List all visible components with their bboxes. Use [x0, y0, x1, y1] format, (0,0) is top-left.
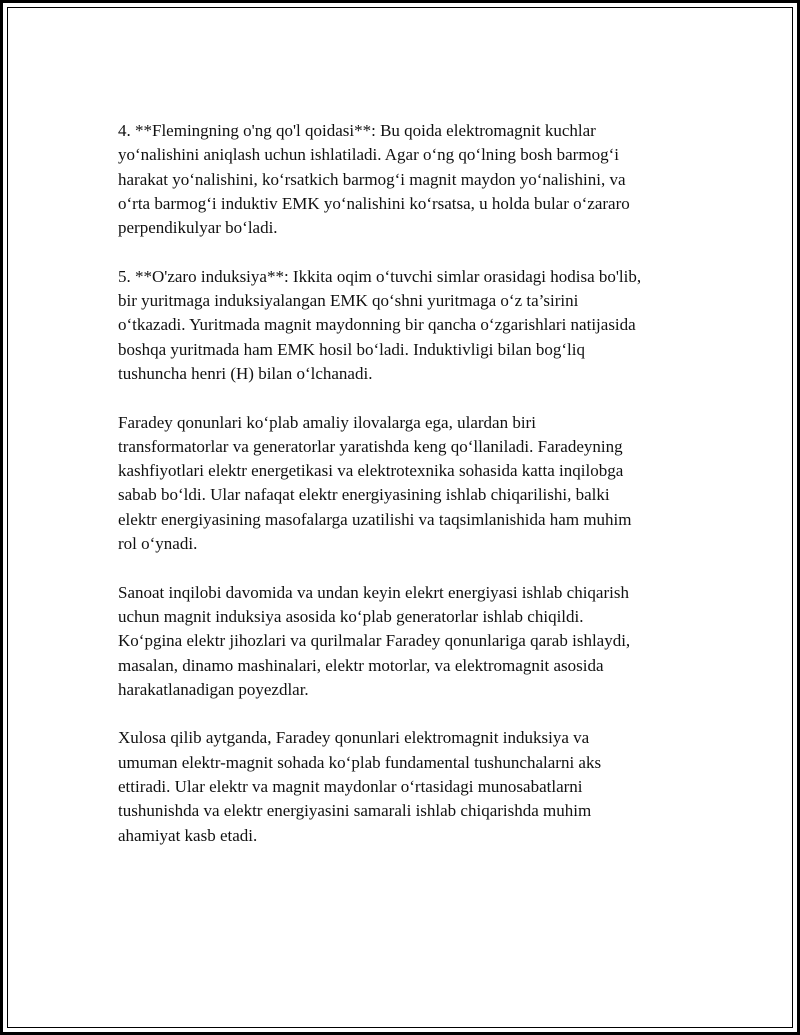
text-line: rol o‘ynadi.: [118, 534, 198, 554]
paragraph-applications: [118, 411, 698, 557]
text-line: o‘tkazadi. Yuritmada magnit maydonning bir qancha o‘zgarishlari natijasida: [118, 315, 636, 335]
document-body: [118, 119, 698, 872]
text-line: perpendikulyar bo‘ladi.: [118, 218, 278, 238]
text-line: harakat yo‘nalishini, ko‘rsatkich barmog‘i magnit maydon yo‘nalishini, va: [118, 169, 626, 189]
text-line: yo‘nalishini aniqlash uchun ishlatiladi. Agar o‘ng qo‘lning bosh barmog‘i: [118, 145, 619, 165]
text-line: ahamiyat kasb etadi.: [118, 825, 258, 845]
paragraph-fleming-rule: [118, 119, 698, 240]
text-line: boshqa yuritmada ham EMK hosil bo‘ladi. Induktivligi bilan bog‘liq: [118, 339, 585, 359]
text-line: bir yuritmaga induksiyalangan EMK qo‘shni yuritmaga o‘z ta’sirini: [118, 291, 579, 311]
text-line: harakatlanadigan poyezdlar.: [118, 679, 309, 699]
text-line: elektr energiyasining masofalarga uzatilishi va taqsimlanishida ham muhim: [118, 509, 632, 529]
text-line: masalan, dinamo mashinalari, elektr motorlar, va elektromagnit asosida: [118, 655, 604, 675]
text-line: sabab bo‘ldi. Ular nafaqat elektr energiyasining ishlab chiqarilishi, balki: [118, 485, 610, 505]
text-line: tushunishda va elektr energiyasini samarali ishlab chiqarishda muhim: [118, 801, 592, 821]
text-line: 4. **Flemingning o'ng qo'l qoidasi**: Bu qoida elektromagnit kuchlar: [118, 121, 596, 140]
text-line: transformatorlar va generatorlar yaratishda keng qo‘llaniladi. Faradeyning: [118, 436, 623, 456]
text-line: uchun magnit induksiya asosida ko‘plab generatorlar ishlab chiqildi.: [118, 606, 584, 626]
text-line: Sanoat inqilobi davomida va undan keyin elekrt energiyasi ishlab chiqarish: [118, 582, 629, 602]
text-line: Faradey qonunlari ko‘plab amaliy ilovalarga ega, ulardan biri: [118, 412, 536, 432]
paragraph-conclusion: [118, 726, 698, 847]
text-line: umuman elektr-magnit sohada ko‘plab fundamental tushunchalarni aks: [118, 752, 602, 772]
text-line: kashfiyotlari elektr energetikasi va elektrotexnika sohasida katta inqilobga: [118, 461, 624, 481]
text-line: Xulosa qilib aytganda, Faradey qonunlari elektromagnit induksiya va: [118, 728, 590, 748]
text-line: o‘rta barmog‘i induktiv EMK yo‘nalishini ko‘rsatsa, u holda bular o‘zararo: [118, 193, 630, 213]
text-line: 5. **O'zaro induksiya**: Ikkita oqim o‘tuvchi simlar orasidagi hodisa bo'lib,: [118, 266, 642, 286]
text-line: Ko‘pgina elektr jihozlari va qurilmalar Faradey qonunlariga qarab ishlaydi,: [118, 631, 631, 651]
paragraph-mutual-induction: [118, 265, 698, 386]
paragraph-industrial-revolution: [118, 581, 698, 702]
text-line: tushuncha henri (H) bilan o‘lchanadi.: [118, 363, 373, 383]
text-line: ettiradi. Ular elektr va magnit maydonlar o‘rtasidagi munosabatlarni: [118, 777, 583, 797]
